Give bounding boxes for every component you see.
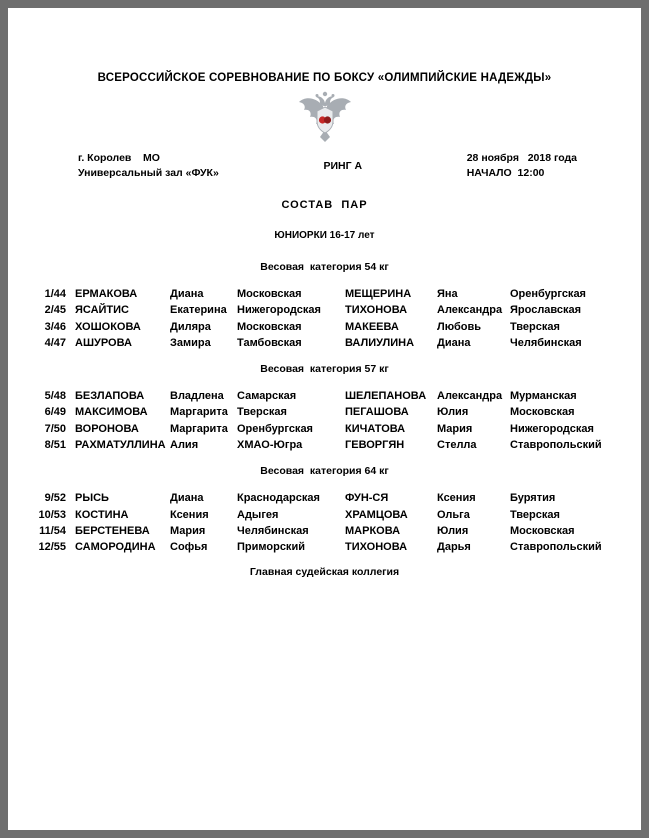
blue-corner-region: Нижегородская bbox=[510, 422, 594, 435]
bout-number: 7/50 bbox=[44, 422, 66, 435]
blue-corner-region: Ярославская bbox=[510, 304, 582, 317]
red-corner-firstname: Владлена bbox=[170, 390, 224, 403]
blue-corner-surname: МЕЩЕРИНА bbox=[345, 288, 412, 300]
red-corner-region: Самарская bbox=[237, 390, 297, 403]
venue-hall: Универсальный зал «ФУК» bbox=[78, 167, 219, 179]
date-time-block bbox=[467, 151, 577, 181]
bout-list bbox=[8, 388, 641, 453]
red-corner-surname: ВОРОНОВА bbox=[75, 422, 139, 435]
red-corner-firstname: Алия bbox=[170, 439, 199, 452]
blue-corner-region: Московская bbox=[510, 524, 575, 537]
blue-corner-firstname: Стелла bbox=[437, 439, 477, 452]
bout-row bbox=[8, 404, 641, 420]
bout-number: 4/47 bbox=[44, 336, 66, 349]
bout-number: 8/51 bbox=[44, 439, 66, 452]
blue-corner-region: Челябинская bbox=[510, 336, 582, 349]
bout-row bbox=[8, 335, 641, 351]
blue-corner-surname: ШЕЛЕПАНОВА bbox=[345, 390, 427, 403]
red-corner-firstname: Замира bbox=[170, 336, 211, 349]
blue-corner-firstname: Ксения bbox=[437, 492, 476, 505]
red-corner-region: ХМАО-Югра bbox=[237, 439, 303, 452]
blue-corner-firstname: Любовь bbox=[437, 320, 482, 333]
bout-list bbox=[8, 490, 641, 555]
ring-label: РИНГ А bbox=[323, 159, 363, 172]
bout-list bbox=[8, 286, 641, 351]
red-corner-region: Челябинская bbox=[237, 524, 309, 537]
start-time: НАЧАЛО 12:00 bbox=[466, 167, 545, 179]
venue-block bbox=[78, 151, 219, 181]
boxing-federation-eagle-icon bbox=[296, 90, 354, 144]
blue-corner-firstname: Мария bbox=[437, 422, 473, 435]
bout-row bbox=[8, 507, 641, 523]
red-corner-region: Тверская bbox=[237, 406, 287, 419]
blue-corner-firstname: Яна bbox=[437, 288, 458, 300]
red-corner-region: Приморский bbox=[237, 541, 305, 554]
bout-row bbox=[8, 286, 641, 302]
blue-corner-firstname: Юлия bbox=[437, 524, 469, 537]
bout-number: 10/53 bbox=[38, 508, 66, 521]
blue-corner-region: Московская bbox=[510, 406, 575, 419]
blue-corner-region: Бурятия bbox=[510, 492, 556, 505]
red-corner-surname: БЕРСТЕНЕВА bbox=[75, 524, 150, 537]
bout-row bbox=[8, 388, 641, 404]
red-corner-firstname: Маргарита bbox=[170, 422, 228, 435]
blue-corner-region: Ставропольский bbox=[510, 541, 602, 554]
bout-row bbox=[8, 319, 641, 335]
event-date: 28 ноября 2018 года bbox=[466, 152, 577, 164]
document-page bbox=[8, 8, 641, 830]
bout-row bbox=[8, 539, 641, 555]
red-corner-firstname: Диана bbox=[170, 492, 204, 505]
blue-corner-firstname: Диана bbox=[437, 336, 471, 349]
weight-category-heading: Весовая категория 64 кг bbox=[260, 465, 389, 478]
blue-corner-surname: МАКЕЕВА bbox=[345, 320, 399, 333]
red-corner-surname: ХОШОКОВА bbox=[75, 320, 141, 333]
red-corner-surname: САМОРОДИНА bbox=[75, 541, 156, 554]
blue-corner-region: Мурманская bbox=[510, 390, 577, 403]
bout-row bbox=[8, 421, 641, 437]
weight-section-54kg bbox=[8, 261, 641, 351]
blue-corner-region: Тверская bbox=[510, 508, 560, 521]
red-corner-firstname: Диана bbox=[170, 288, 204, 300]
bout-row bbox=[8, 523, 641, 539]
red-corner-surname: ЯСАЙТИС bbox=[75, 304, 129, 317]
boxing-glove-right-icon bbox=[323, 116, 330, 123]
red-corner-firstname: Софья bbox=[170, 541, 208, 554]
venue-city: г. Королев МО bbox=[78, 152, 160, 164]
blue-corner-firstname: Юлия bbox=[437, 406, 469, 419]
bout-number: 2/45 bbox=[44, 304, 66, 317]
red-corner-region: Краснодарская bbox=[237, 492, 320, 505]
red-corner-surname: ЕРМАКОВА bbox=[75, 288, 138, 300]
weight-section-57kg bbox=[8, 363, 641, 453]
emblem-container bbox=[8, 90, 641, 146]
bout-number: 5/48 bbox=[44, 390, 66, 403]
bout-number: 12/55 bbox=[38, 541, 66, 554]
bout-number: 3/46 bbox=[44, 320, 66, 333]
weight-section-64kg bbox=[8, 465, 641, 555]
weight-category-heading: Весовая категория 57 кг bbox=[260, 363, 389, 376]
red-corner-region: Оренбургская bbox=[237, 422, 313, 435]
blue-corner-firstname: Ольга bbox=[437, 508, 470, 521]
blue-corner-region: Ставропольский bbox=[510, 439, 602, 452]
blue-corner-surname: ФУН-СЯ bbox=[345, 492, 389, 505]
event-info-bar bbox=[78, 151, 577, 181]
blue-corner-surname: ТИХОНОВА bbox=[345, 541, 408, 554]
weight-category-heading: Весовая категория 54 кг bbox=[260, 261, 389, 273]
red-corner-firstname: Диляра bbox=[170, 320, 211, 333]
red-corner-region: Московская bbox=[237, 320, 302, 333]
bout-number: 1/44 bbox=[44, 288, 66, 300]
blue-corner-surname: МАРКОВА bbox=[345, 524, 401, 537]
red-corner-region: Нижегородская bbox=[237, 304, 321, 317]
blue-corner-surname: ВАЛИУЛИНА bbox=[345, 336, 415, 349]
pairs-heading: СОСТАВ ПАР bbox=[281, 199, 368, 211]
blue-corner-region: Оренбургская bbox=[510, 288, 586, 300]
bout-number: 9/52 bbox=[44, 492, 66, 505]
red-corner-surname: АШУРОВА bbox=[75, 336, 132, 349]
red-corner-firstname: Мария bbox=[170, 524, 206, 537]
red-corner-surname: БЕЗЛАПОВА bbox=[75, 390, 145, 403]
red-corner-surname: РЫСЬ bbox=[75, 492, 109, 505]
blue-corner-surname: ТИХОНОВА bbox=[345, 304, 408, 317]
competition-title: ВСЕРОССИЙСКОЕ СОРЕВНОВАНИЕ ПО БОКСУ «ОЛИМПИЙСКИЕ НАДЕЖДЫ» bbox=[97, 72, 552, 84]
red-corner-surname: РАХМАТУЛЛИНА bbox=[75, 439, 166, 452]
blue-corner-surname: КИЧАТОВА bbox=[345, 422, 406, 435]
age-group-heading: ЮНИОРКИ 16-17 лет bbox=[274, 230, 375, 241]
blue-corner-surname: ГЕВОРГЯН bbox=[345, 439, 405, 452]
blue-corner-firstname: Александра bbox=[437, 390, 503, 403]
red-corner-region: Московская bbox=[237, 288, 302, 300]
bout-number: 6/49 bbox=[44, 406, 66, 419]
red-corner-surname: МАКСИМОВА bbox=[75, 406, 148, 419]
chief-judges-heading: Главная судейская коллегия bbox=[249, 565, 400, 578]
bout-row bbox=[8, 490, 641, 506]
bout-row bbox=[8, 302, 641, 318]
red-corner-region: Адыгея bbox=[237, 508, 279, 521]
red-corner-region: Тамбовская bbox=[237, 336, 302, 349]
red-corner-surname: КОСТИНА bbox=[75, 508, 129, 521]
red-corner-firstname: Ксения bbox=[170, 508, 209, 521]
blue-corner-firstname: Дарья bbox=[437, 541, 471, 554]
red-corner-firstname: Маргарита bbox=[170, 406, 228, 419]
blue-corner-region: Тверская bbox=[510, 320, 560, 333]
blue-corner-surname: ХРАМЦОВА bbox=[345, 508, 408, 521]
red-corner-firstname: Екатерина bbox=[170, 304, 227, 317]
bout-number: 11/54 bbox=[39, 524, 66, 537]
blue-corner-surname: ПЕГАШОВА bbox=[345, 406, 409, 419]
bout-row bbox=[8, 437, 641, 453]
blue-corner-firstname: Александра bbox=[437, 304, 503, 317]
